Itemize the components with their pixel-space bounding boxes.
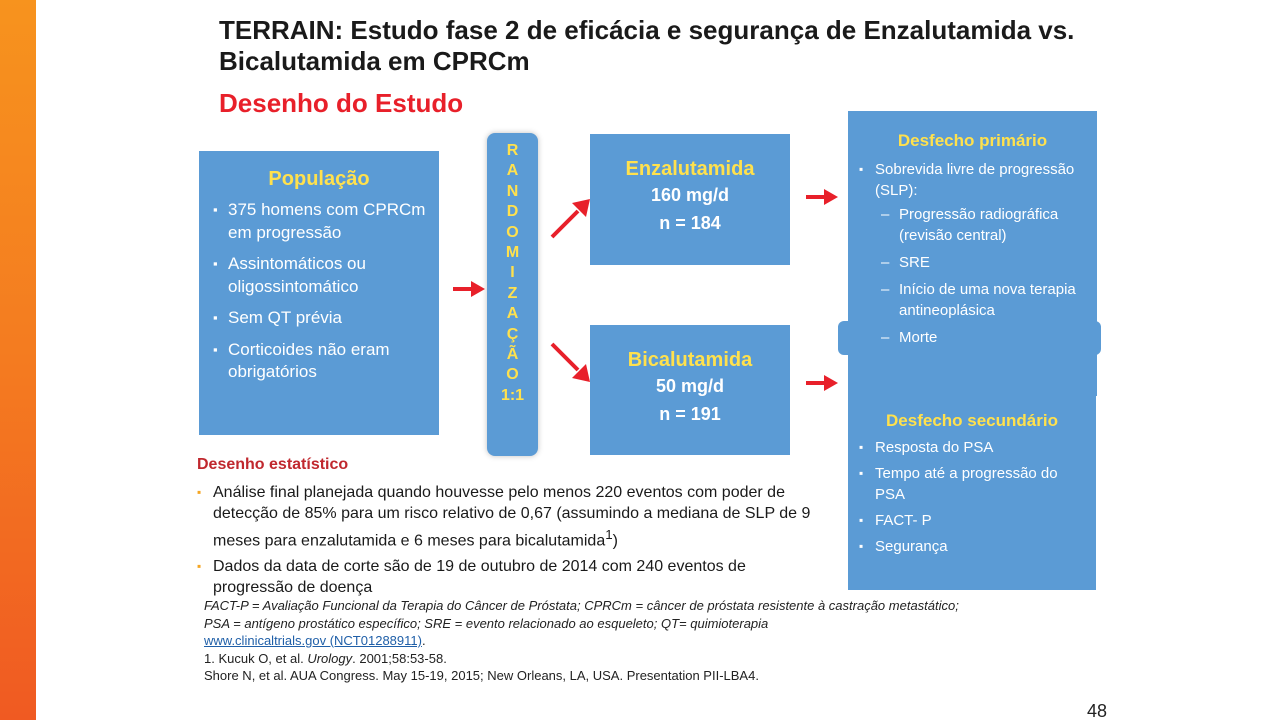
arrow-right-icon [806, 372, 840, 394]
clinicaltrials-link[interactable]: www.clinicaltrials.gov (NCT01288911) [204, 633, 422, 648]
primary-endpoint-heading: Desfecho primário [897, 131, 1048, 150]
statistical-design-item: ▪ Dados da data de corte são de 19 de outubro de 2014 com 240 eventos de progressão de doença [197, 556, 817, 598]
statistical-design-item [197, 482, 817, 551]
statistical-design-list [197, 482, 817, 603]
randomization-letter: D [506, 203, 519, 221]
population-box [199, 151, 439, 435]
randomization-letter: O [506, 366, 519, 384]
population-heading: População [268, 168, 370, 190]
reference-1-suffix: . 2001;58:53-58. [352, 650, 447, 666]
reference-1 [204, 650, 1084, 668]
primary-endpoint-box [848, 111, 1097, 396]
secondary-endpoint-item: ▪ Tempo até a progressão do PSA [859, 463, 1090, 505]
arm-n: n = 184 [659, 213, 721, 233]
randomization-letter: A [506, 305, 519, 323]
bicalutamide-arm-box [590, 325, 790, 455]
primary-endpoint-subitem: – Início de uma nova terapia antineoplásica [875, 279, 1091, 321]
arrow-down-right-icon [548, 340, 594, 386]
enzalutamide-arm-box [590, 134, 790, 265]
population-item: ▪ Sem QT prévia [213, 307, 431, 330]
secondary-endpoint-box [848, 396, 1096, 590]
slide-title: TERRAIN: Estudo fase 2 de eficácia e segurança de Enzalutamida vs. Bicalutamida em CPRCm [219, 15, 1075, 76]
statistical-design-text: Análise final planejada quando houvesse pelo menos 220 eventos com poder de detecção de 85% para um risco relativo de 0,67 (assumindo a mediana de SLP de 9 meses para enzalutamida e 6 meses para bicalutamida [213, 484, 811, 550]
secondary-endpoint-list [848, 437, 1096, 557]
footnote-abbreviations: PSA = antígeno prostático específico; SRE = evento relacionado ao esqueleto; QT= quimioterapia [204, 615, 769, 631]
reference-1-journal: Urology [307, 650, 353, 666]
slide-subtitle: Desenho do Estudo [219, 88, 464, 118]
randomization-letter: M [505, 244, 520, 262]
randomization-letter: Z [507, 284, 518, 302]
secondary-endpoint-item: ▪ FACT- P [859, 510, 1090, 531]
arm-dose: 160 mg/d [650, 185, 730, 205]
population-item: ▪ 375 homens com CPRCm em progressão [213, 199, 431, 244]
randomization-label [487, 141, 538, 406]
arrow-right-icon [453, 278, 487, 300]
statistical-design-heading: Desenho estatístico [197, 456, 349, 473]
sidebar-accent [0, 0, 36, 720]
secondary-endpoint-item: ▪ Segurança [859, 536, 1090, 557]
population-list [199, 199, 439, 384]
randomization-letter: O [506, 223, 519, 241]
page-number: 48 [1087, 701, 1108, 721]
footnote-link-line [204, 632, 1084, 650]
randomization-letter: Ã [506, 346, 519, 364]
primary-endpoint-subitem: – Progressão radiográfica (revisão central) [875, 204, 1091, 246]
primary-endpoint-item-text: Sobrevida livre de progressão (SLP): [875, 161, 1075, 199]
statistical-design-tail: ) [612, 532, 618, 550]
randomization-letter: N [506, 182, 519, 200]
arrow-up-right-icon [548, 195, 594, 241]
randomization-letter: R [506, 142, 519, 159]
population-item: ▪ Corticoides não eram obrigatórios [213, 339, 431, 384]
primary-endpoint-list [848, 159, 1097, 348]
primary-endpoint-subitem: – Morte [875, 327, 1091, 348]
reference-superscript: 1 [605, 527, 613, 542]
secondary-endpoint-item: ▪ Resposta do PSA [859, 437, 1090, 458]
randomization-ratio: 1:1 [500, 386, 525, 404]
randomization-letter: Ç [506, 325, 519, 343]
arm-name: Bicalutamida [627, 349, 753, 371]
primary-endpoint-item [859, 159, 1091, 348]
randomization-box [487, 133, 538, 456]
footnote-link-tail: . [421, 633, 426, 648]
arm-dose: 50 mg/d [655, 376, 725, 396]
arrow-right-icon [806, 186, 840, 208]
footnotes [204, 597, 1084, 685]
secondary-endpoint-heading: Desfecho secundário [886, 411, 1058, 430]
arm-n: n = 191 [659, 404, 721, 424]
primary-endpoint-sublist [875, 204, 1091, 348]
randomization-letter: I [510, 264, 515, 282]
population-item: ▪ Assintomáticos ou oligossintomático [213, 253, 431, 298]
primary-endpoint-subitem: – SRE [875, 252, 1091, 273]
arm-name: Enzalutamida [625, 158, 755, 180]
reference-1-prefix: 1. Kucuk O, et al. [204, 650, 308, 666]
reference-2: Shore N, et al. AUA Congress. May 15-19, 2015; New Orleans, LA, USA. Presentation PII-LBA4. [204, 668, 759, 683]
randomization-letter: A [506, 162, 519, 180]
footnote-abbreviations: FACT-P = Avaliação Funcional da Terapia do Câncer de Próstata; CPRCm = câncer de próstata resistente à castração metastático; [204, 598, 959, 613]
